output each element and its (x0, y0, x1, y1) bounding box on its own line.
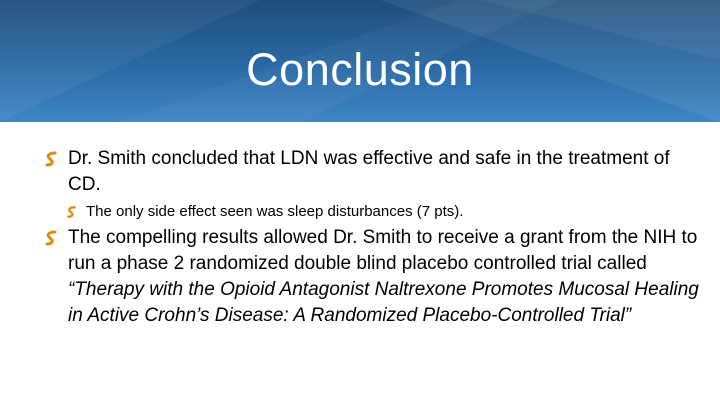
s-bullet-icon (66, 205, 77, 219)
title-banner (0, 0, 720, 122)
sub-bullet-item (66, 202, 704, 222)
bullet-text: The compelling results allowed Dr. Smith to receive a grant from the NIH to run a phase 2 randomized double blind placebo controlled trial called (68, 227, 698, 274)
s-bullet-icon (44, 151, 58, 167)
sub-bullet-text: The only side effect seen was sleep disturbances (7 pts). (86, 203, 464, 220)
trial-title-text: “Therapy with the Opioid Antagonist Naltrexone Promotes Mucosal Healing in Active Crohn’s Disease: A Randomized Placebo-Controlled Trial” (68, 279, 699, 326)
bullet-text: Dr. Smith concluded that LDN was effective and safe in the treatment of CD. (68, 148, 670, 195)
s-bullet-icon (44, 230, 58, 246)
bullet-list (44, 146, 704, 329)
slide-title: Conclusion (246, 44, 474, 95)
bullet-item (44, 225, 704, 329)
bullet-item (44, 146, 704, 198)
